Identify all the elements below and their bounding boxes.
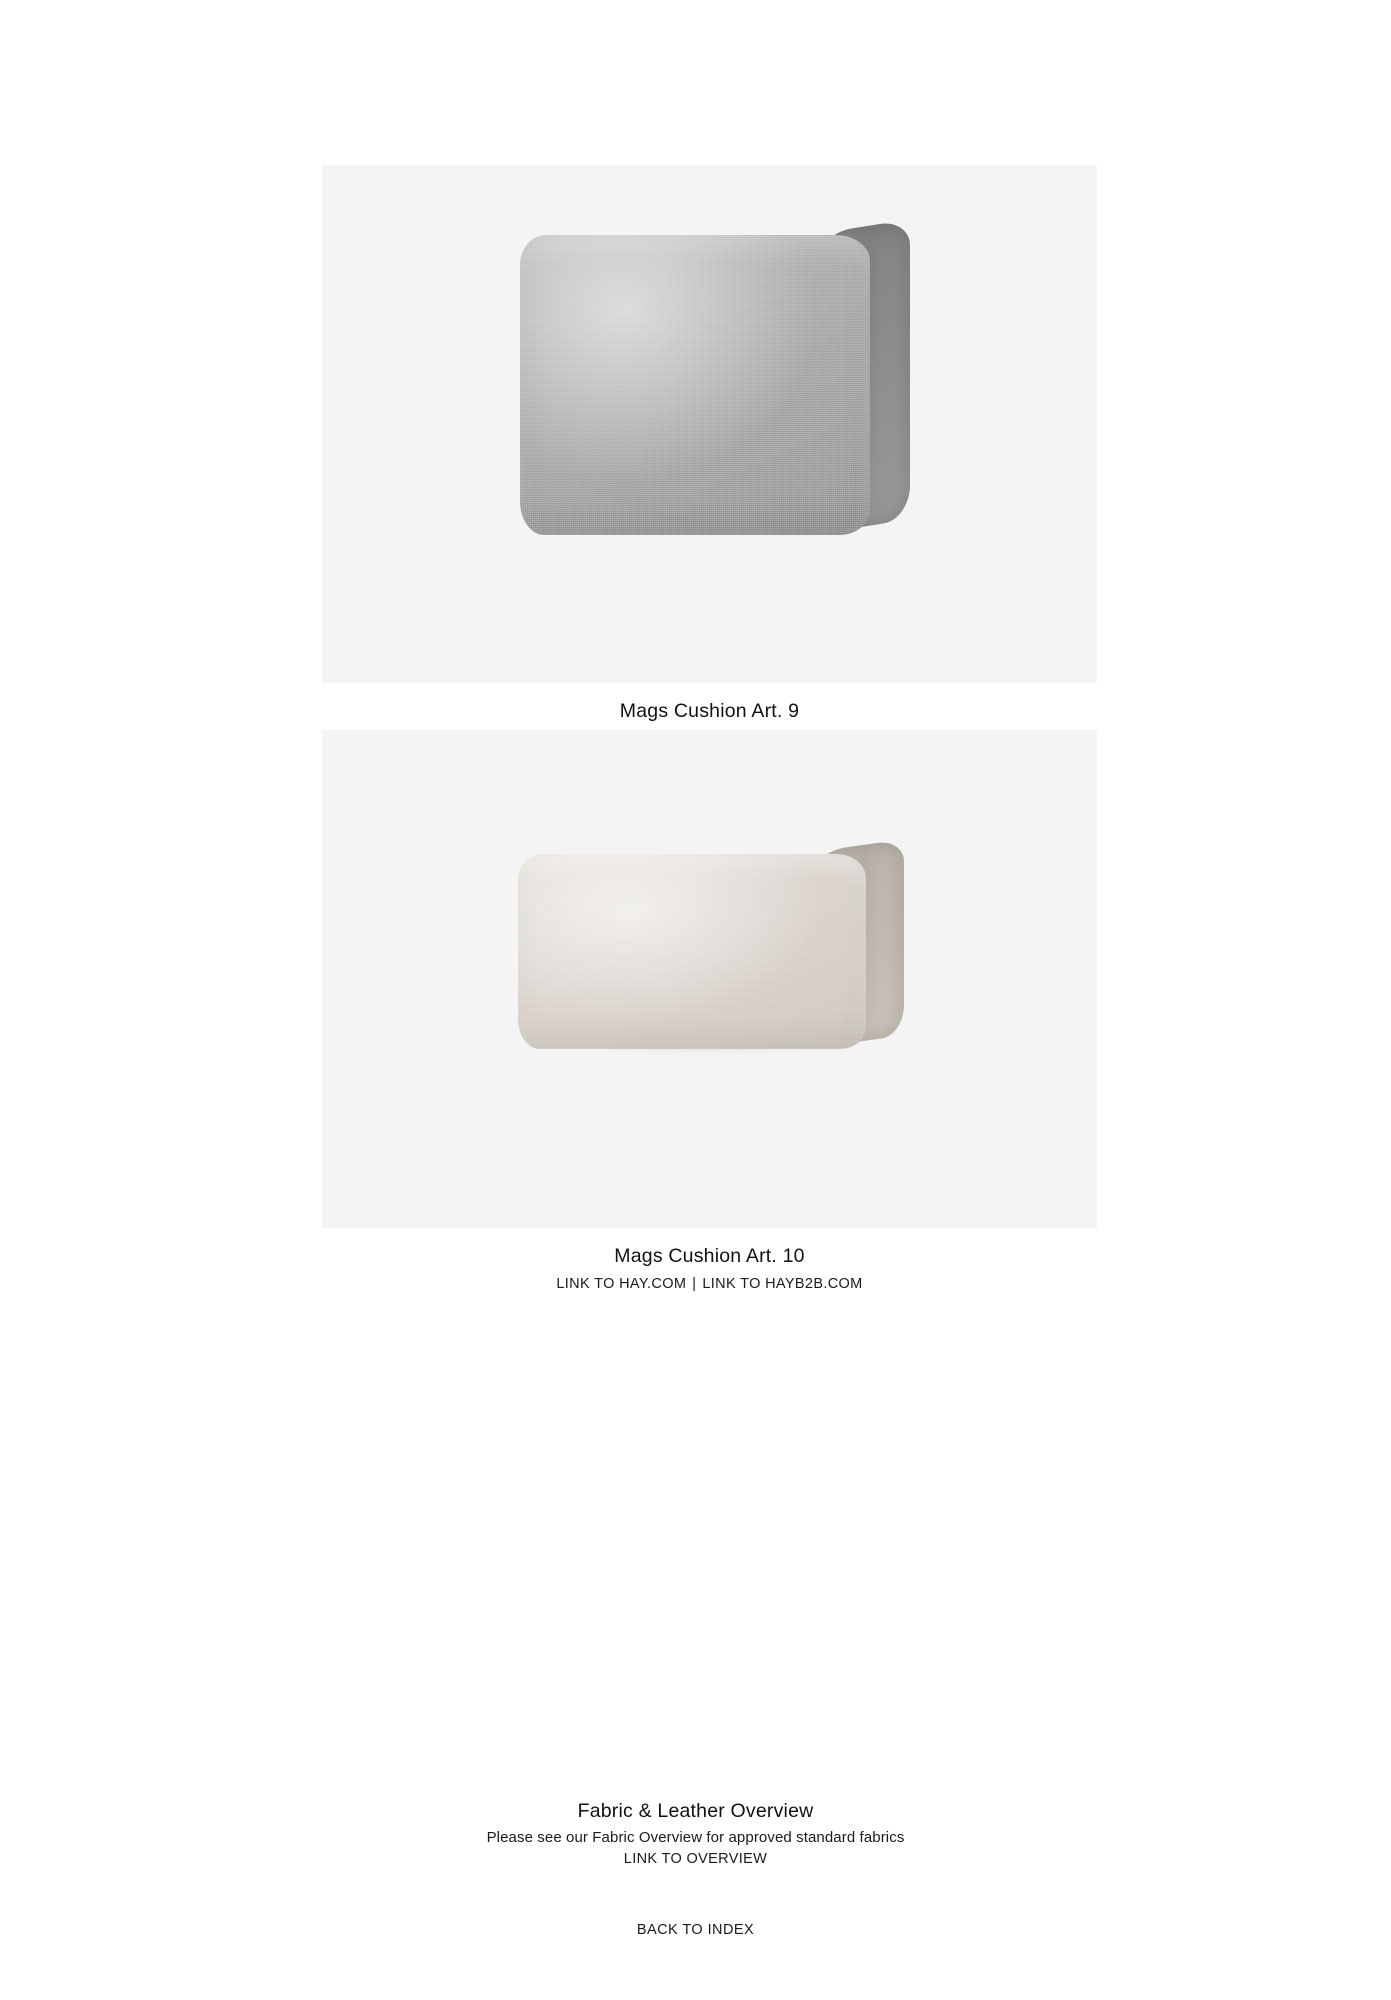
link-to-overview[interactable]: LINK TO OVERVIEW	[623, 1851, 768, 1867]
product-title: Mags Cushion Art. 10	[614, 1245, 805, 1267]
product-block-1	[322, 165, 1097, 747]
product-title: Mags Cushion Art. 9	[619, 700, 800, 722]
back-to-index-link[interactable]: BACK TO INDEX	[636, 1922, 755, 1938]
link-to-hayb2b-com-2[interactable]: LINK TO HAYB2B.COM	[702, 1276, 863, 1292]
back-to-index-wrap	[0, 1922, 1391, 1938]
product-links	[322, 1276, 1097, 1292]
cushion-illustration-rectangular	[518, 848, 918, 1058]
footer	[0, 1800, 1391, 1938]
link-separator: |	[692, 1276, 697, 1292]
cushion-fabric-texture	[518, 854, 866, 1049]
footer-overview-link-wrap	[0, 1851, 1391, 1867]
footer-title: Fabric & Leather Overview	[577, 1800, 814, 1822]
cushion-fabric-texture	[520, 235, 870, 535]
cushion-illustration-square	[520, 227, 910, 537]
product-block-2	[322, 730, 1097, 1292]
footer-subtitle: Please see our Fabric Overview for approved standard fabrics	[486, 1829, 905, 1846]
product-image-mags-cushion-art-9	[322, 165, 1097, 683]
link-to-hay-com-2[interactable]: LINK TO HAY.COM	[556, 1276, 687, 1292]
product-image-mags-cushion-art-10	[322, 730, 1097, 1228]
product-caption-2	[322, 1245, 1097, 1292]
